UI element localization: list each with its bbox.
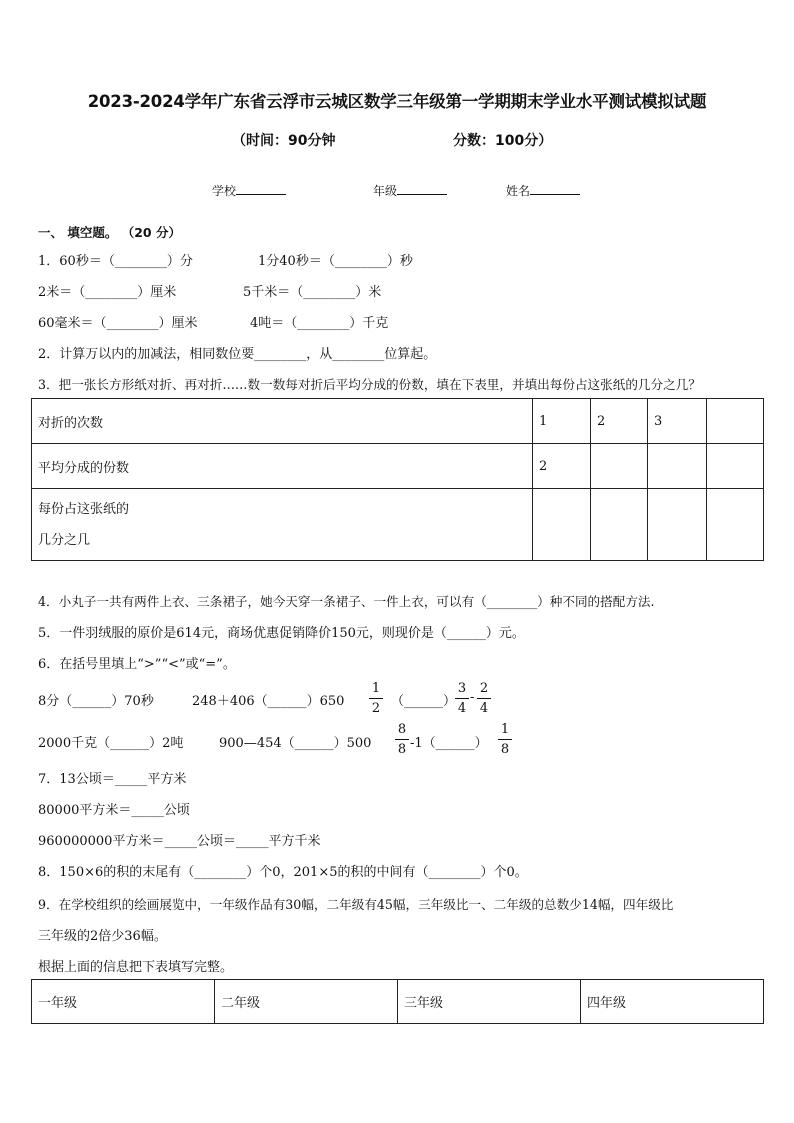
- fold-count-4[interactable]: [707, 399, 764, 444]
- fraction-two-quarters: 2 4: [477, 681, 491, 716]
- col-grade-4: 四年级: [581, 980, 764, 1024]
- q5: 5．一件羽绒服的原价是614元，商场优惠促销降价150元，则现价是（______）元。: [38, 626, 525, 641]
- section-heading: 一、 填空题。 （20 分）: [38, 225, 181, 240]
- q6-f-mid: -1（______）: [410, 736, 488, 751]
- q1-e: 60毫米＝（________）厘米: [38, 316, 198, 331]
- q7-b: 80000平方米＝_____公顷: [38, 803, 190, 818]
- parts-3[interactable]: [648, 444, 707, 489]
- q9-a: 9．在学校组织的绘画展览中，一年级作品有30幅，二年级有45幅，三年级比一、二年级的总数少14幅，四年级比: [38, 897, 674, 912]
- parts-2[interactable]: [591, 444, 648, 489]
- page-title: 2023-2024学年广东省云浮市云城区数学三年级第一学期期末学业水平测试模拟试题: [87, 92, 707, 111]
- col-grade-3: 三年级: [398, 980, 581, 1024]
- parts-4[interactable]: [707, 444, 764, 489]
- q4: 4．小丸子一共有两件上衣、三条裙子，她今天穿一条裙子、一件上衣，可以有（________）种不同的搭配方法.: [38, 594, 655, 609]
- fraction-4[interactable]: [707, 489, 764, 561]
- fraction-one-half: 1 2: [369, 681, 383, 716]
- q1-c: 2米＝（________）厘米: [38, 285, 177, 300]
- fraction-one-eighth: 1 8: [498, 722, 512, 757]
- parts-label: 平均分成的份数: [32, 444, 533, 489]
- fraction-2[interactable]: [591, 489, 648, 561]
- q2: 2．计算万以内的加减法，相同数位要________，从________位算起。: [38, 347, 437, 362]
- grade-table: [31, 979, 764, 1024]
- q7-c: 960000000平方米＝_____公顷＝_____平方千米: [38, 834, 321, 849]
- exam-time: （时间：90分钟: [232, 133, 336, 149]
- fraction-label: 每份占这张纸的 几分之几: [32, 489, 533, 561]
- q6-c-blank: （______）: [391, 694, 457, 709]
- q1-b: 1分40秒＝（________）秒: [258, 254, 413, 269]
- q1-a: 1．60秒＝（________）分: [38, 254, 193, 269]
- q8: 8．150×6的积的末尾有（________）个0，201×5的积的中间有（________）个0。: [38, 865, 528, 880]
- q6-b: 248＋406（______）650: [192, 694, 345, 709]
- fold-count-2: 2: [591, 399, 648, 444]
- q6-text: 6．在括号里填上“>”“<”或“=”。: [38, 657, 236, 672]
- minus-sign: -: [470, 690, 475, 705]
- fraction-eight-eighths: 8 8: [395, 722, 409, 757]
- q7-a: 7．13公顷＝_____平方米: [38, 772, 187, 787]
- fraction-3[interactable]: [648, 489, 707, 561]
- grade-field[interactable]: 年级: [373, 182, 447, 199]
- exam-score: 分数：100分）: [453, 133, 553, 149]
- q6-a: 8分（______）70秒: [38, 694, 154, 709]
- q9-b: 三年级的2倍少36幅。: [38, 929, 167, 944]
- q1-d: 5千米＝（________）米: [243, 285, 382, 300]
- fraction-1[interactable]: [533, 489, 591, 561]
- q6-e: 900—454（______）500: [219, 736, 372, 751]
- fold-count-1: 1: [533, 399, 591, 444]
- q6-d: 2000千克（______）2吨: [38, 736, 184, 751]
- fold-table: [31, 398, 764, 561]
- col-grade-2: 二年级: [215, 980, 398, 1024]
- parts-1: 2: [533, 444, 591, 489]
- fold-count-label: 对折的次数: [32, 399, 533, 444]
- q9-c: 根据上面的信息把下表填写完整。: [38, 960, 234, 975]
- col-grade-1: 一年级: [32, 980, 215, 1024]
- fold-count-3: 3: [648, 399, 707, 444]
- q1-f: 4吨＝（________）千克: [250, 316, 389, 331]
- name-field[interactable]: 姓名: [506, 182, 580, 199]
- fraction-three-quarters: 3 4: [455, 681, 469, 716]
- school-field[interactable]: 学校: [212, 182, 286, 199]
- q3-text: 3．把一张长方形纸对折、再对折……数一数每对折后平均分成的份数，填在下表里，并填出每份占这张纸的几分之几？: [38, 377, 701, 392]
